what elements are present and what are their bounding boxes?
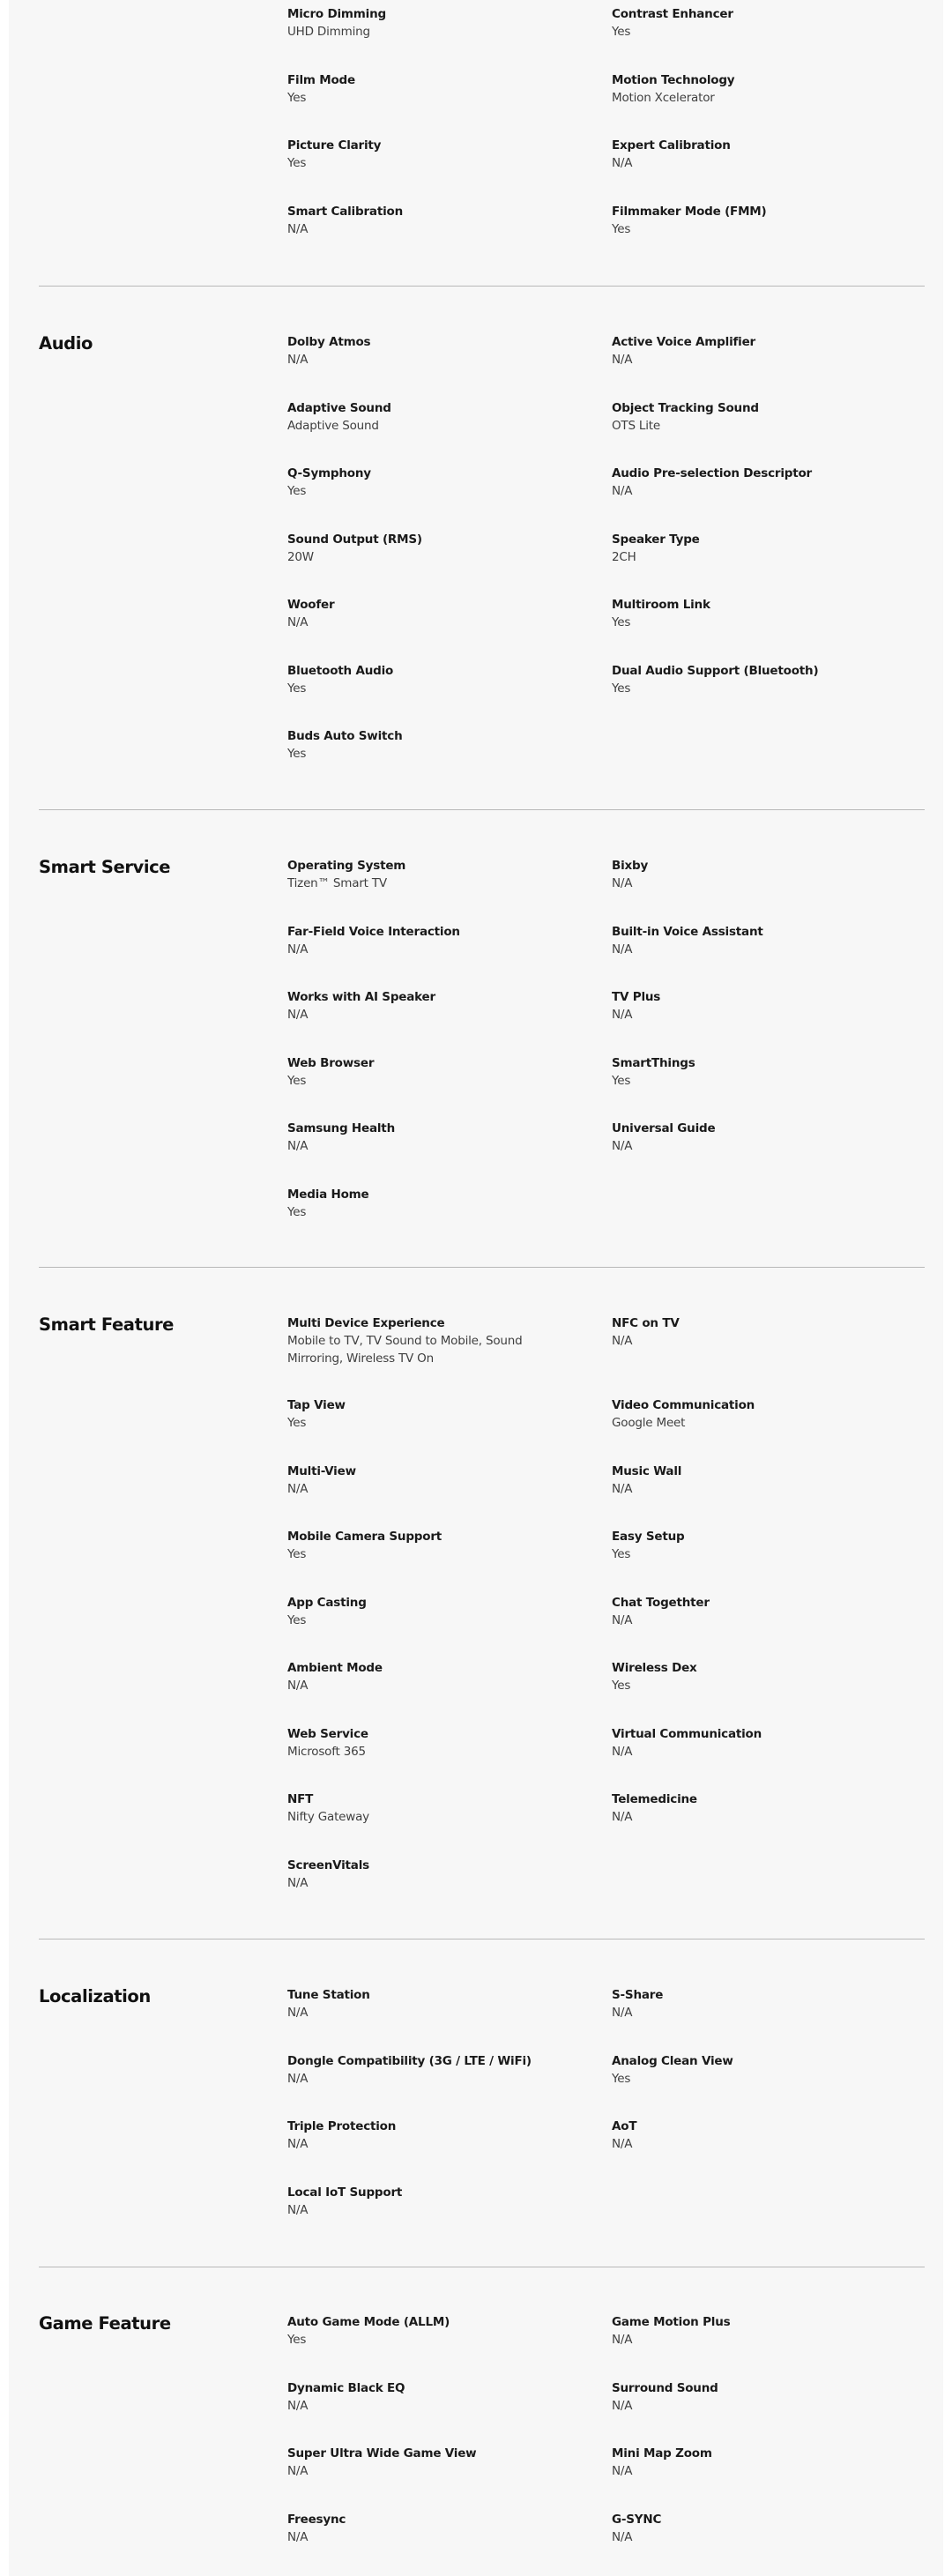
spec-bixby [612,857,876,923]
spec-label: Woofer [287,598,335,612]
spec-value: N/A [287,221,309,236]
spec-picture-clarity [287,137,612,203]
spec-value: N/A [612,2464,633,2478]
spec-dongle-compatibility [287,2052,612,2118]
spec-label: Dolby Atmos [287,335,371,349]
spec-value: N/A [287,1875,309,1890]
spec-label: Virtual Communication [612,1726,762,1741]
spec-label: Works with AI Speaker [287,990,435,1004]
spec-value: N/A [612,1612,633,1627]
spec-dual-audio-support [612,662,876,728]
spec-value: N/A [612,1139,633,1153]
spec-operating-system [287,857,612,923]
spec-label: Auto Game Mode (ALLM) [287,2315,450,2329]
spec-label: S-Share [612,1988,664,2002]
section-title-localization: Localization [39,1986,151,2006]
spec-value: N/A [287,2464,309,2478]
spec-smart-calibration [287,203,612,269]
spec-filmmaker-mode [612,203,876,269]
spec-mobile-camera-support [287,1528,612,1594]
spec-s-share [612,1986,876,2052]
spec-value: N/A [287,2398,309,2413]
spec-value: N/A [612,353,633,367]
section-divider [39,809,925,810]
spec-label: Dongle Compatibility (3G / LTE / WiFi) [287,2053,532,2068]
spec-label: Expert Calibration [612,138,731,153]
spec-freesync [287,2511,612,2576]
spec-grid [287,857,913,1251]
spec-value: N/A [287,1481,309,1496]
spec-multi-device-experience [287,1314,612,1396]
spec-value: Yes [612,2071,631,2086]
spec-label: ScreenVitals [287,1858,369,1872]
spec-sound-output [287,531,612,597]
spec-label: Filmmaker Mode (FMM) [612,204,767,219]
spec-value: N/A [612,1810,633,1824]
spec-value: Yes [612,615,631,629]
spec-label: Speaker Type [612,532,700,547]
spec-bluetooth-audio [287,662,612,728]
spec-label: Mini Map Zoom [612,2446,712,2461]
spec-grid [287,1986,913,2249]
spec-value: Mobile to TV, TV Sound to Mobile, Sound Mirroring, Wireless TV On [287,1334,523,1366]
spec-value: N/A [287,2137,309,2151]
spec-value: N/A [612,2529,633,2544]
spec-label: Dual Audio Support (Bluetooth) [612,663,819,678]
spec-micro-dimming [287,5,612,71]
spec-value: Yes [287,484,307,498]
spec-web-service [287,1725,612,1791]
spec-q-symphony [287,465,612,531]
spec-value: Yes [287,1612,307,1627]
spec-value: Yes [287,156,307,170]
spec-value: Yes [287,747,307,761]
spec-g-sync [612,2511,876,2576]
spec-label: Multi-View [287,1463,356,1478]
spec-multiroom-link [612,596,876,662]
spec-grid [287,2313,913,2576]
spec-value: N/A [287,1139,309,1153]
spec-value: N/A [287,1008,309,1022]
spec-label: SmartThings [612,1055,695,1070]
spec-label: Media Home [287,1187,369,1202]
spec-label: Ambient Mode [287,1661,383,1675]
spec-label: Buds Auto Switch [287,729,403,743]
spec-grid [287,333,913,793]
spec-value: Yes [287,1073,307,1088]
spec-page [9,0,943,2576]
spec-label: Easy Setup [612,1530,685,1544]
spec-value: N/A [612,2006,633,2020]
spec-label: Adaptive Sound [287,400,391,415]
spec-triple-protection [287,2118,612,2184]
spec-value: Yes [287,1204,307,1219]
spec-value: N/A [287,353,309,367]
spec-auto-game-mode [287,2313,612,2379]
spec-wireless-dex [612,1659,876,1725]
spec-label: Dynamic Black EQ [287,2380,405,2395]
spec-label: Tap View [287,1398,346,1412]
spec-label: Contrast Enhancer [612,7,733,21]
spec-value: Microsoft 365 [287,1744,366,1759]
spec-label: Picture Clarity [287,138,382,153]
spec-value: Yes [287,1416,307,1430]
spec-label: Universal Guide [612,1121,716,1135]
spec-tune-station [287,1986,612,2052]
spec-value: Yes [612,1679,631,1693]
spec-label: Local IoT Support [287,2185,403,2200]
spec-label: Super Ultra Wide Game View [287,2446,477,2461]
spec-label: Tune Station [287,1988,370,2002]
spec-value: N/A [612,1744,633,1759]
spec-value: Yes [287,90,307,105]
spec-label: Multi Device Experience [287,1316,445,1330]
spec-telemedicine [612,1791,876,1857]
spec-value: N/A [287,2529,309,2544]
spec-universal-guide [612,1120,876,1186]
spec-value: Yes [612,1547,631,1561]
spec-label: AoT [612,2119,637,2133]
spec-label: Bluetooth Audio [287,663,394,678]
spec-value: N/A [612,876,633,890]
spec-label: Active Voice Amplifier [612,335,756,349]
spec-built-in-voice-assistant [612,923,876,989]
spec-expert-calibration [612,137,876,203]
spec-analog-clean-view [612,2052,876,2118]
spec-multi-view [287,1463,612,1529]
spec-label: TV Plus [612,990,661,1004]
spec-chat-together [612,1594,876,1660]
spec-label: Audio Pre-selection Descriptor [612,466,813,480]
spec-value: Google Meet [612,1416,686,1430]
spec-label: NFT [287,1792,314,1806]
spec-speaker-type [612,531,876,597]
spec-label: App Casting [287,1595,367,1610]
spec-value: N/A [287,2006,309,2020]
spec-app-casting [287,1594,612,1660]
spec-screenvitals [287,1857,612,1923]
spec-label: Operating System [287,859,406,873]
section-divider [39,1267,925,1268]
spec-label: Samsung Health [287,1121,395,1135]
spec-value: Nifty Gateway [287,1810,369,1824]
spec-label: Motion Technology [612,72,735,87]
spec-grid [287,1314,913,1922]
spec-far-field-voice [287,923,612,989]
spec-value: N/A [612,156,633,170]
spec-value: Yes [612,681,631,696]
spec-label: Telemedicine [612,1792,697,1806]
spec-label: Q-Symphony [287,466,371,480]
spec-grid [287,5,913,268]
spec-value: N/A [287,2071,309,2086]
section-title-smart-service: Smart Service [39,857,171,877]
spec-audio-pre-selection-descriptor [612,465,876,531]
spec-music-wall [612,1463,876,1529]
spec-value: N/A [612,2333,633,2347]
spec-value: Yes [287,681,307,696]
spec-value: N/A [287,942,309,957]
spec-value: Yes [612,221,631,236]
spec-virtual-communication [612,1725,876,1791]
spec-label: Far-Field Voice Interaction [287,924,460,939]
spec-adaptive-sound [287,399,612,465]
spec-value: Yes [612,25,631,39]
spec-contrast-enhancer [612,5,876,71]
spec-film-mode [287,71,612,138]
spec-value: N/A [612,2398,633,2413]
spec-mini-map-zoom [612,2445,876,2511]
section-title-audio: Audio [39,333,93,354]
spec-tv-plus [612,988,876,1054]
spec-web-browser [287,1054,612,1120]
spec-value: N/A [612,942,633,957]
spec-woofer [287,596,612,662]
spec-label: Freesync [287,2512,346,2527]
spec-label: Triple Protection [287,2119,397,2133]
spec-active-voice-amplifier [612,333,876,399]
spec-value: UHD Dimming [287,25,370,39]
spec-label: Game Motion Plus [612,2315,731,2329]
spec-game-motion-plus [612,2313,876,2379]
spec-label: Mobile Camera Support [287,1530,443,1544]
spec-label: Wireless Dex [612,1661,697,1675]
spec-value: Yes [287,2333,307,2347]
spec-aot [612,2118,876,2184]
spec-object-tracking-sound [612,399,876,465]
spec-media-home [287,1186,612,1252]
spec-label: Video Communication [612,1398,755,1412]
spec-label: Web Browser [287,1055,375,1070]
spec-dynamic-black-eq [287,2379,612,2446]
spec-surround-sound [612,2379,876,2446]
spec-label: Built-in Voice Assistant [612,924,763,939]
section-divider [39,286,925,287]
spec-label: Chat Togethter [612,1595,710,1610]
spec-label: Music Wall [612,1463,682,1478]
spec-value: N/A [612,1334,633,1348]
spec-label: Bixby [612,859,649,873]
spec-value: N/A [612,484,633,498]
spec-value: N/A [612,1481,633,1496]
spec-value: N/A [287,2202,309,2217]
spec-value: N/A [612,2137,633,2151]
spec-label: Film Mode [287,72,355,87]
spec-value: Yes [612,1073,631,1088]
spec-label: Object Tracking Sound [612,400,759,415]
spec-label: Surround Sound [612,2380,718,2395]
spec-tap-view [287,1396,612,1463]
spec-value: OTS Lite [612,418,661,433]
spec-value: Adaptive Sound [287,418,379,433]
spec-label: NFC on TV [612,1316,680,1330]
spec-label: Smart Calibration [287,204,403,219]
spec-value: N/A [287,1679,309,1693]
spec-label: Micro Dimming [287,7,386,21]
spec-samsung-health [287,1120,612,1186]
spec-value: Tizen™ Smart TV [287,876,387,890]
spec-label: Web Service [287,1726,368,1741]
spec-value: N/A [287,615,309,629]
spec-motion-technology [612,71,876,138]
spec-local-iot-support [287,2184,612,2250]
spec-value: 2CH [612,549,636,564]
section-title-smart-feature: Smart Feature [39,1314,175,1335]
spec-nfc-on-tv [612,1314,876,1396]
spec-label: Multiroom Link [612,598,710,612]
spec-dolby-atmos [287,333,612,399]
spec-ambient-mode [287,1659,612,1725]
spec-value: Motion Xcelerator [612,90,715,105]
spec-value: Yes [287,1547,307,1561]
spec-buds-auto-switch [287,727,612,793]
spec-super-ultra-wide-game-view [287,2445,612,2511]
spec-label: Sound Output (RMS) [287,532,422,547]
section-title-game-feature: Game Feature [39,2313,171,2334]
spec-label: Analog Clean View [612,2053,733,2068]
spec-label: G-SYNC [612,2512,662,2527]
spec-value: N/A [612,1008,633,1022]
spec-value: 20W [287,549,314,564]
spec-nft [287,1791,612,1857]
spec-smartthings [612,1054,876,1120]
spec-works-with-ai-speaker [287,988,612,1054]
spec-video-communication [612,1396,876,1463]
spec-easy-setup [612,1528,876,1594]
